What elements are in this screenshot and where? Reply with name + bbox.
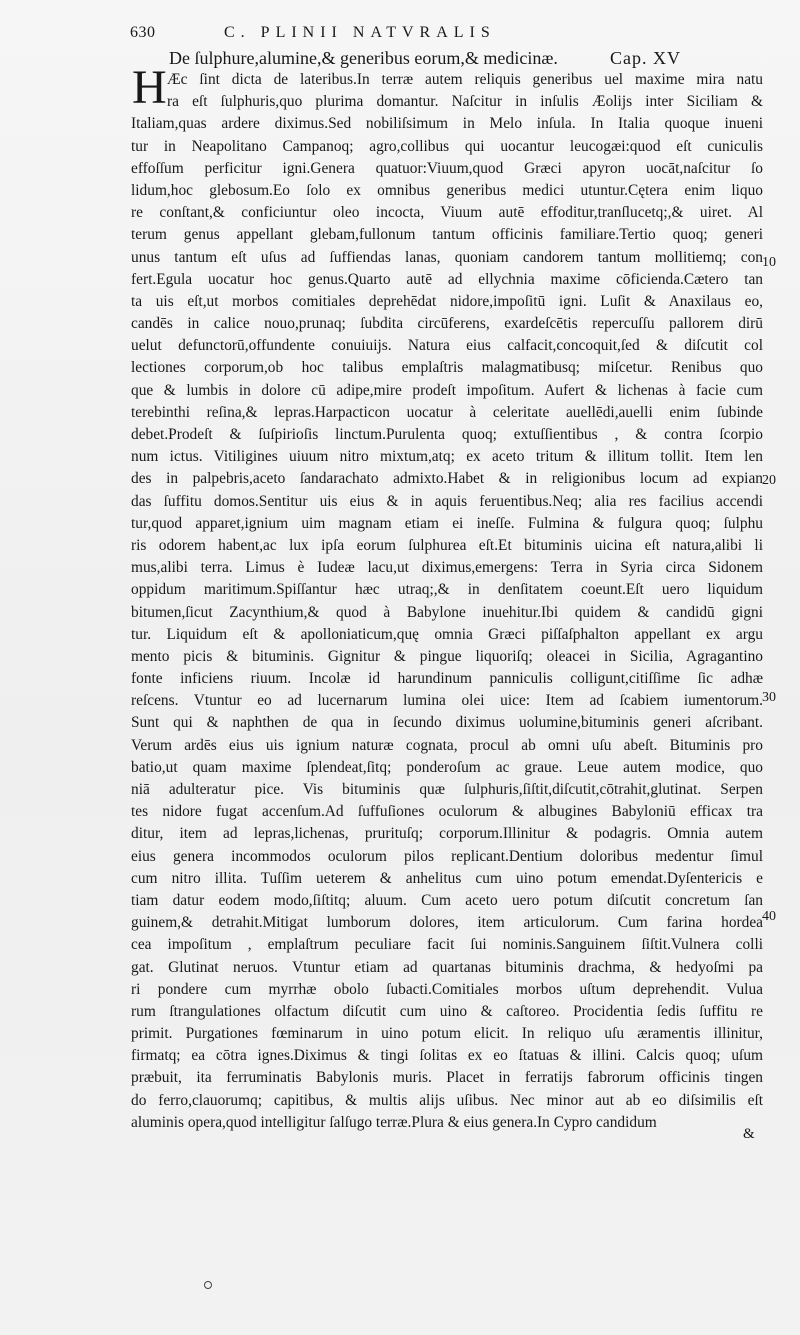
- text-line: re conſtant,& conficiuntur oleo incocta, Viuum autē effoditur,tranſlucetq;,& uiret. Al: [131, 204, 763, 222]
- text-line: tes nidore fugat accenſum.Ad ſuffuſiones oculorum & albugines Babyloniū efficax tra: [131, 803, 763, 821]
- text-line: batio,ut quam maxime ſplendeat,ſitq; ponderoſum ac graue. Leue autem modice, quo: [131, 758, 763, 776]
- text-line: primit. Purgationes fœminarum in uino potum elicit. In reliquo uſu æramentis illinitur,: [131, 1025, 763, 1043]
- text-line: niā adulteratur pice. Vis bituminis quæ ſulphuris,ſiſtit,diſcutit,cōtrahit,glutinat. Serpen: [131, 781, 763, 798]
- text-line: ra eſt ſulphuris,quo plurima domantur. Naſcitur in inſulis Æolijs inter Siciliam &: [167, 93, 763, 111]
- text-line: fonte inficiens riuum. Incolæ id harundinum panniculis colligunt,citiſſime ſic adhæ: [131, 670, 763, 688]
- text-line: ris odorem habent,ac lux ipſa eorum ſulphurea eſt.Et bituminis uicina eſt natura,alibi li: [131, 536, 763, 554]
- text-line: tur,quod apparet,ignium uim magnam etiam ei ineſſe. Fulmina & fulgura quoq; ſulphu: [131, 514, 763, 532]
- text-line: Italiam,quas ardere diximus.Sed nobiliſsimum in Melo inſula. In Italia quoque inueni: [131, 115, 763, 133]
- text-line: ditur, item ad lepras,lichenas, prurituſq; corporum.Illinitur & podagris. Omnia autem: [131, 825, 763, 843]
- text-line: lectiones corporum,ob hoc talibus emplaſtris malagmatibusq; miſcetur. Renibus quo: [131, 359, 763, 377]
- text-line: Sunt qui & naphthen de qua in ſecundo diximus uolumine,bituminis generi aſcribant.: [131, 714, 763, 732]
- text-line: num ictus. Vitiligines uiuum nitro mixtum,atq; ex aceto tritum & illitum tollit. Item len: [131, 448, 763, 466]
- drop-cap-initial: H: [132, 61, 167, 114]
- text-line: Verum ardēs eius uis ignium naturæ cognata, procul ab omni uſu abeſt. Bituminis pro: [131, 736, 763, 754]
- chapter-title: De ſulphure,alumine,& generibus eorum,& medicinæ.: [169, 48, 558, 68]
- margin-line-number: 30: [762, 690, 776, 705]
- text-line: cea impoſitum , emplaſtrum peculiare facit ſui nominis.Sanguinem ſiſtit.Vulnera colli: [131, 936, 763, 954]
- text-line: præbuit, ita ferruminatis Babylonis muris. Placet in ferratijs fabrorum officinis tingen: [131, 1069, 763, 1087]
- text-line: uelut defunctorū,offundente conuiuijs. Natura eius calfacit,concoquit,ſed & diſcutit col: [131, 337, 763, 355]
- text-line: tiam datur eodem modo,ſiſtitq; aluum. Cum aceto uero potum diſcutit concretum ſan: [131, 891, 763, 909]
- text-line: lidum,hoc glebosum.Eo ſolo ex omnibus generibus medici utuntur.Cętera enim liquo: [131, 181, 763, 199]
- text-line: tur. Liquidum eſt & apolloniaticum,quę omnia Græci piſſaſphalton appellant ex argu: [131, 625, 763, 643]
- text-line: candēs in calice nouo,prunaq; ſubdita circūferens, exardeſcētis repercuſſu pallorem dirū: [131, 315, 763, 333]
- text-line: reſcens. Vtuntur eo ad lucernarum lumina olei uice: Item ad ſcabiem iumentorum.: [131, 692, 763, 710]
- running-head: C. PLINII NATVRALIS: [224, 24, 496, 41]
- page-number: 630: [130, 24, 156, 41]
- text-line: des in palpebris,aceto ſandarachato admixto.Habet & in religionibus locum ad expian: [131, 470, 763, 488]
- text-line: ta uis eſt,ut morbos comitiales deprehēdat nidore,impoſitū igni. Luſit & Anaxilaus eo,: [131, 292, 763, 310]
- text-line: gat. Glutinat neruos. Vtuntur etiam ad quartanas bituminis drachma, & hedyoſmi pa: [131, 958, 763, 976]
- text-line: firmatq; ea cōtra ignes.Diximus & tingi ſolitas ex eo ſtatuas & illini. Calcis quoq; uſum: [131, 1047, 763, 1065]
- text-line: oppidum maritimum.Spiſſantur hæc utraq;,& in denſitatem coeunt.Eſt uero liquidum: [131, 581, 763, 599]
- text-line: terum genus appellant glebam,fullonum tantum officinis familiare.Tertio quoq; generi: [131, 226, 763, 244]
- text-line: mento picis & bituminis. Gignitur & pingue liquoriſq; oleacei in Sicilia, Agragantino: [131, 647, 763, 665]
- text-line: que & lumbis in dolore cū adipe,mire prodeſt impoſitum. Aufert & lichenas à facie cum: [131, 381, 763, 399]
- text-line: unus tantum eſt uſus ad ſuffiendas lanas, quoniam candorem tantum mollitiemq; con: [131, 248, 763, 266]
- margin-line-number: 20: [762, 473, 776, 488]
- text-line: aluminis opera,quod intelligitur ſalſugo terræ.Plura & eius genera.In Cypro candidum: [131, 1113, 657, 1131]
- chapter-number: Cap. XV: [610, 48, 681, 68]
- text-line: bitumen,ſicut Zacynthium,& quod à Babylone inuehitur.Ibi quidem & candidū gigni: [131, 603, 763, 621]
- text-line: do ferro,clauorumq; capitibus, & multis alijs uſibus. Nec minor aut ab eo diſsimilis eſt: [131, 1091, 763, 1109]
- text-line: fert.Egula uocatur hoc genus.Quarto autē ad ellychnia maxime cōficienda.Cætero tan: [131, 270, 763, 288]
- text-line: tur in Neapolitano Campanoq; agro,collibus qui uocantur leucogæi:quod eſt cuniculis: [131, 137, 763, 155]
- margin-line-number: 40: [762, 909, 776, 924]
- text-line: rum ſtrangulationes olfactum diſcutit cum uino & caſtoreo. Procidentia ſedis ſuffitu re: [131, 1002, 763, 1020]
- text-line: eius genera incommodos oculorum pilos replicant.Dentium doloribus medentur ſimul: [131, 847, 763, 865]
- text-line: Æc ſint dicta de lateribus.In terræ autem reliquis generibus uel maxime mira natu: [167, 71, 763, 88]
- margin-line-number: 10: [762, 255, 776, 270]
- text-line: mus,alibi terra. Limus è Iudeæ lacu,ut diximus,emergens: Terra in Syria circa Sidonem: [131, 559, 763, 577]
- text-line: effoſſum perficitur igni.Genera quatuor:Viuum,quod Græci apyron uocāt,naſcitur ſo: [131, 159, 763, 177]
- text-line: das ſuffitu domos.Sentitur uis eius & in aquis feruentibus.Neq; alia res facilius accendi: [131, 492, 763, 510]
- body-text: [131, 69, 763, 1134]
- catchword: &: [743, 1126, 755, 1142]
- text-line: terebinthi reſina,& lepras.Harpacticon uocatur à celeritate auellēdi,auelli enim ſubinde: [131, 403, 763, 421]
- text-line: ri pondere cum myrrhæ obolo ſubacti.Comitiales morbos uſtum deprehendit. Vulua: [131, 980, 763, 998]
- text-line: guinem,& detrahit.Mitigat lumborum dolores, item articulorum. Cum farina hordea: [131, 914, 763, 932]
- text-line: cum nitro illita. Tuſſim ueterem & anhelitus cum uino potum emendat.Dyſentericis e: [131, 869, 763, 887]
- text-line: debet.Prodeſt & ſuſpirioſis linctum.Purulenta quoq; extuſſientibus , & contra ſcorpio: [131, 426, 763, 443]
- paper-speck: [204, 1281, 212, 1289]
